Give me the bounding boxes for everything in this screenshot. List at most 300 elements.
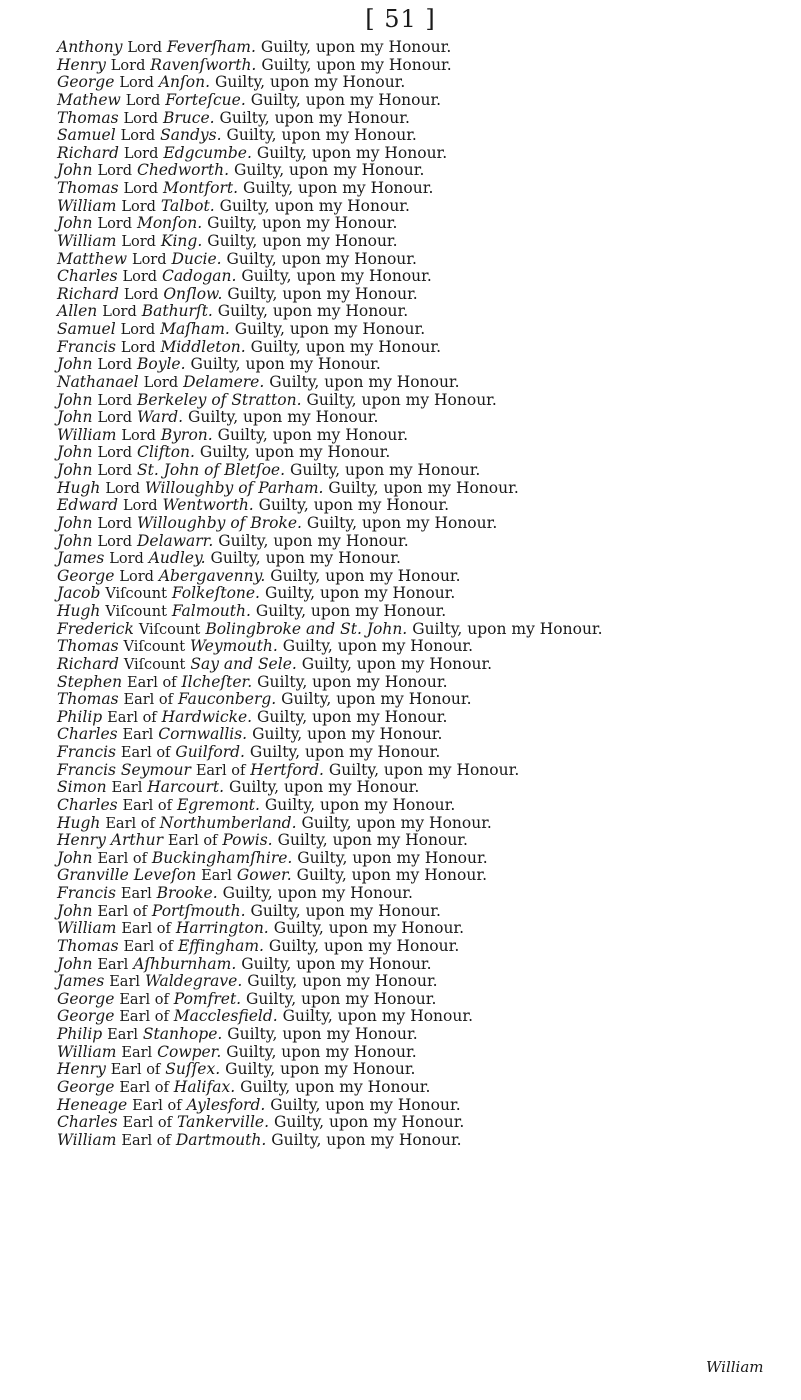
peer-name: William [57, 231, 117, 250]
peer-rank: Lord [123, 145, 159, 162]
peer-verdict: Guilty, upon my Honour. [234, 161, 425, 180]
verdict-entry [57, 392, 777, 410]
verdict-entry [57, 920, 777, 938]
peer-rank: Lord [121, 427, 156, 444]
peer-verdict: Guilty, upon my Honour. [270, 566, 461, 585]
peer-name: John [57, 161, 93, 180]
peer-name: John [57, 901, 93, 920]
peer-rank: Lord [97, 163, 133, 180]
peer-title: Guilford. [175, 743, 245, 761]
verdict-entry [57, 973, 777, 991]
peer-title: Portſmouth. [151, 901, 246, 920]
peer-title: Ilcheſter. [181, 672, 253, 691]
peer-title: Aſhburnham. [133, 954, 237, 973]
peer-title: Willoughby of Broke. [136, 513, 302, 532]
peer-name: Anthony [57, 38, 123, 56]
peer-verdict: Guilty, upon my Honour. [241, 267, 432, 286]
peer-name: Hugh [57, 813, 101, 832]
verdict-entry [57, 215, 777, 233]
peer-name: James [57, 549, 105, 568]
peer-rank: Lord [121, 198, 156, 215]
peer-name: John [57, 513, 93, 532]
peer-name: Francis [57, 884, 116, 902]
verdict-entry [57, 233, 777, 251]
peer-name: Matthew [57, 249, 127, 268]
peer-verdict: Guilty, upon my Honour. [289, 461, 481, 479]
peer-rank: Lord [97, 533, 133, 550]
peer-verdict: Guilty, upon my Honour. [277, 831, 468, 850]
peer-name: Frederick [57, 619, 134, 638]
peer-verdict: Guilty, upon my Honour. [256, 143, 448, 162]
peer-verdict: Guilty, upon my Honour. [282, 637, 474, 656]
peer-rank: Lord [121, 233, 156, 250]
peer-rank: Lord [97, 410, 133, 427]
verdict-entry [57, 180, 777, 198]
peer-title: Monſon. [136, 214, 203, 233]
verdict-entry [57, 339, 777, 357]
peer-rank: Lord [97, 445, 133, 462]
peer-verdict: Guilty, upon my Honour. [210, 549, 401, 568]
peer-rank: Earl [201, 868, 232, 885]
peer-title: Northumberland. [159, 813, 297, 832]
peer-verdict: Guilty, upon my Honour. [199, 443, 391, 462]
verdict-entry [57, 74, 777, 92]
peer-name: William [57, 1042, 117, 1061]
peer-verdict: Guilty, upon my Honour. [207, 214, 398, 233]
verdict-entry [57, 903, 777, 921]
peer-name: Richard [57, 143, 119, 162]
verdict-entry [57, 462, 777, 480]
peer-rank: Lord [97, 463, 133, 479]
peer-name: Richard [57, 284, 119, 303]
verdict-entry [57, 127, 777, 145]
peer-title: Chedworth. [136, 161, 230, 180]
peer-title: Bruce. [163, 108, 215, 127]
peer-rank: Lord [123, 498, 158, 515]
peer-verdict: Guilty, upon my Honour. [219, 108, 410, 127]
peer-verdict: Guilty, upon my Honour. [268, 936, 460, 955]
peer-rank: Lord [143, 374, 179, 391]
peer-rank: Viſcount [123, 656, 186, 673]
peer-verdict: Guilty, upon my Honour. [250, 90, 442, 109]
verdict-entry [57, 303, 777, 321]
verdict-entry [57, 374, 777, 392]
peer-rank: Earl of [123, 692, 173, 709]
peer-verdict: Guilty, upon my Honour. [306, 513, 498, 532]
verdict-entry [57, 444, 777, 462]
peer-title: Harrington. [175, 919, 269, 938]
peer-title: Brooke. [156, 884, 218, 902]
verdict-entry [57, 568, 777, 586]
peer-name: Samuel [57, 320, 116, 338]
peer-name: William [57, 1130, 117, 1149]
peer-rank: Earl of [121, 1132, 171, 1149]
peer-name: William [57, 919, 117, 938]
peer-title: Middleton. [160, 337, 246, 356]
peer-name: William [57, 196, 117, 215]
peer-name: Henry [57, 55, 106, 74]
peer-title: Effingham. [177, 936, 264, 955]
peer-rank: Earl [121, 1044, 153, 1061]
peer-verdict: Guilty, upon my Honour. [222, 884, 413, 902]
peer-rank: Earl [122, 727, 154, 744]
peer-rank: Lord [97, 357, 133, 374]
peer-verdict: Guilty, upon my Honour. [282, 1007, 473, 1026]
peer-verdict: Guilty, upon my Honour. [301, 654, 493, 673]
peer-name: John [57, 355, 93, 374]
peer-title: Macclesfield. [173, 1007, 278, 1026]
peer-rank: Lord [131, 251, 167, 268]
peer-rank: Earl of [119, 991, 169, 1008]
peer-rank: Earl of [97, 903, 147, 920]
peer-verdict: Guilty, upon my Honour. [252, 725, 443, 744]
peer-title: Onſlow. [163, 284, 223, 303]
verdict-entry [57, 691, 777, 709]
peer-name: Heneage [57, 1095, 128, 1114]
peer-verdict: Guilty, upon my Honour. [328, 760, 520, 779]
peer-title: Ducie. [171, 249, 222, 268]
peer-name: Philip [57, 707, 103, 726]
peer-name: Charles [57, 1113, 118, 1132]
peer-title: Hertford. [250, 760, 324, 779]
peer-title: Weymouth. [190, 637, 278, 656]
peer-name: Henry Arthur [57, 831, 163, 850]
peer-rank: Lord [125, 92, 161, 109]
peer-name: Hugh [57, 478, 101, 497]
peer-name: John [57, 390, 93, 409]
peer-rank: Lord [110, 57, 146, 74]
peer-title: Willoughby of Parham. [144, 478, 324, 497]
peer-title: Maſham. [160, 320, 230, 338]
peer-title: Hardwicke. [161, 707, 253, 726]
peer-title: Stanhope. [142, 1025, 223, 1043]
peer-rank: Lord [105, 480, 140, 497]
peer-verdict: Guilty, upon my Honour. [281, 690, 472, 709]
verdict-entry [57, 1061, 777, 1079]
peer-title: Abergavenny. [158, 566, 266, 585]
peer-rank: Earl of [120, 745, 171, 761]
peer-title: Waldegrave. [144, 972, 243, 991]
verdict-entry [57, 1044, 777, 1062]
peer-verdict: Guilty, upon my Honour. [296, 866, 487, 885]
peer-verdict: Guilty, upon my Honour. [306, 390, 497, 409]
verdict-entry [57, 956, 777, 974]
peer-verdict: Guilty, upon my Honour. [255, 602, 447, 620]
peer-title: St. John of Bletſoe. [136, 461, 286, 479]
peer-title: Harcourt. [147, 778, 225, 797]
peer-verdict: Guilty, upon my Honour. [264, 584, 456, 603]
peer-title: Folkeſtone. [171, 584, 260, 603]
peer-name: Edward [57, 496, 119, 515]
peer-title: Talbot. [160, 196, 215, 215]
peer-title: Berkeley of Stratton. [136, 390, 302, 409]
peer-name: James [57, 972, 105, 991]
peer-name: Thomas [57, 637, 119, 656]
verdict-entry [57, 145, 777, 163]
verdict-entry [57, 1097, 777, 1115]
peer-name: Stephen [57, 672, 123, 691]
peer-rank: Earl of [123, 938, 173, 955]
peer-title: Tankerville. [176, 1113, 270, 1132]
peer-title: Forteſcue. [165, 90, 246, 109]
peer-rank: Lord [123, 110, 159, 127]
peer-title: Halifax. [173, 1077, 236, 1096]
peer-verdict: Guilty, upon my Honour. [217, 302, 409, 321]
verdict-entry [57, 885, 777, 903]
peer-verdict: Guilty, upon my Honour. [301, 813, 492, 832]
peer-name: Allen [57, 302, 98, 321]
peer-verdict: Guilty, upon my Honour. [226, 1042, 417, 1061]
peer-verdict: Guilty, upon my Honour. [227, 284, 418, 303]
peer-name: John [57, 408, 93, 427]
peer-name: Granville Leveſon [57, 866, 197, 885]
peer-title: Anſon. [158, 73, 211, 92]
peer-rank: Viſcount [138, 621, 201, 638]
peer-rank: Earl [107, 1027, 138, 1043]
verdict-entry [57, 356, 777, 374]
peer-rank: Earl of [127, 674, 177, 691]
peer-title: Aylesford. [186, 1095, 266, 1114]
verdict-entry [57, 709, 777, 727]
verdict-entry [57, 110, 777, 128]
peer-title: Pomfret. [173, 989, 242, 1008]
verdict-entry [57, 497, 777, 515]
peer-title: Delawarr. [136, 531, 214, 550]
peer-verdict: Guilty, upon my Honour. [226, 249, 417, 268]
verdict-entry [57, 1079, 777, 1097]
verdict-entry [57, 1008, 777, 1026]
peer-verdict: Guilty, upon my Honour. [328, 478, 519, 497]
peer-name: John [57, 443, 93, 462]
peer-name: Charles [57, 795, 118, 814]
peer-rank: Earl of [110, 1062, 161, 1079]
verdict-entry [57, 162, 777, 180]
peer-rank: Lord [127, 40, 162, 56]
verdict-entry [57, 92, 777, 110]
verdict-entry [57, 815, 777, 833]
peer-verdict: Guilty, upon my Honour. [228, 778, 420, 797]
peer-name: John [57, 954, 93, 973]
peer-rank: Earl of [97, 850, 147, 867]
verdict-entry [57, 797, 777, 815]
verdict-entry [57, 762, 777, 780]
peer-verdict: Guilty, upon my Honour. [218, 531, 409, 550]
peer-title: Delamere. [183, 372, 265, 391]
peer-name: Samuel [57, 126, 116, 145]
peer-rank: Earl of [119, 1009, 169, 1026]
peer-verdict: Guilty, upon my Honour. [190, 355, 381, 374]
peer-title: Feverſham. [166, 38, 256, 56]
peer-rank: Lord [120, 339, 156, 356]
peer-rank: Lord [102, 304, 137, 321]
peer-name: Thomas [57, 108, 119, 127]
peer-title: Byron. [160, 425, 213, 444]
peer-verdict: Guilty, upon my Honour. [241, 954, 432, 973]
peer-rank: Lord [120, 322, 156, 338]
verdict-entry [57, 1132, 777, 1150]
peer-name: John [57, 531, 93, 550]
peer-verdict: Guilty, upon my Honour. [247, 972, 438, 991]
peer-rank: Viſcount [123, 639, 186, 656]
verdict-entry [57, 779, 777, 797]
peer-rank: Earl [109, 974, 141, 991]
peer-rank: Earl of [119, 1079, 169, 1096]
peer-name: William [57, 425, 117, 444]
peer-name: Jacob [57, 584, 101, 603]
peer-name: Nathanael [57, 372, 139, 391]
peer-verdict: Guilty, upon my Honour. [227, 1025, 418, 1043]
verdict-entry [57, 480, 777, 498]
verdict-entry [57, 39, 777, 57]
peer-verdict: Guilty, upon my Honour. [250, 337, 442, 356]
peer-name: Thomas [57, 179, 119, 197]
peer-rank: Earl of [122, 797, 173, 814]
verdict-entry [57, 268, 777, 286]
verdict-entry [57, 251, 777, 269]
verdict-entry [57, 57, 777, 75]
peer-title: Cowper. [157, 1042, 222, 1061]
peer-rank: Earl of [122, 1115, 173, 1132]
verdict-entry [57, 744, 777, 762]
peer-verdict: Guilty, upon my Honour. [207, 231, 398, 250]
verdict-entry [57, 409, 777, 427]
peer-name: Thomas [57, 936, 119, 955]
peer-verdict: Guilty, upon my Honour. [261, 55, 452, 74]
peer-verdict: Guilty, upon my Honour. [412, 619, 603, 638]
peer-name: Henry [57, 1060, 106, 1079]
peer-verdict: Guilty, upon my Honour. [246, 989, 437, 1008]
peer-name: Charles [57, 267, 118, 286]
peer-verdict: Guilty, upon my Honour. [264, 795, 456, 814]
peer-rank: Lord [123, 181, 159, 197]
peer-name: Richard [57, 654, 119, 673]
peer-verdict: Guilty, upon my Honour. [217, 425, 409, 444]
peer-name: George [57, 1077, 115, 1096]
peer-name: John [57, 848, 93, 867]
verdict-entry [57, 1026, 777, 1044]
peer-verdict: Guilty, upon my Honour. [257, 707, 448, 726]
peer-rank: Earl of [107, 709, 157, 726]
peer-title: Wentworth. [162, 496, 254, 515]
peer-name: Mathew [57, 90, 121, 109]
peer-rank: Lord [97, 515, 133, 532]
peer-verdict: Guilty, upon my Honour. [234, 320, 426, 338]
peer-title: Cornwallis. [158, 725, 248, 744]
peer-name: Francis Seymour [57, 760, 191, 779]
peer-rank: Earl [111, 780, 143, 797]
peer-title: Montfort. [163, 179, 239, 197]
peer-rank: Earl [120, 886, 152, 902]
peer-title: Boyle. [136, 355, 186, 374]
peer-rank: Lord [97, 392, 133, 409]
peer-name: George [57, 989, 115, 1008]
verdict-entry [57, 656, 777, 674]
peer-verdict: Guilty, upon my Honour. [225, 1060, 416, 1079]
peer-rank: Viſcount [105, 586, 167, 603]
peer-title: Edgcumbe. [163, 143, 252, 162]
peer-rank: Lord [123, 286, 159, 303]
verdict-entry [57, 867, 777, 885]
peer-rank: Lord [119, 568, 154, 585]
peer-title: Fauconberg. [177, 690, 277, 709]
peer-verdict: Guilty, upon my Honour. [271, 1130, 462, 1149]
peer-name: George [57, 73, 115, 92]
peer-title: King. [160, 231, 203, 250]
peer-title: Cadogan. [162, 267, 237, 286]
peer-verdict: Guilty, upon my Honour. [270, 1095, 461, 1114]
peer-title: Buckinghamſhire. [151, 848, 293, 867]
peer-verdict: Guilty, upon my Honour. [269, 372, 460, 391]
peer-title: Sandys. [160, 126, 222, 145]
peer-name: John [57, 461, 93, 479]
verdict-entry [57, 832, 777, 850]
peer-verdict: Guilty, upon my Honour. [297, 848, 488, 867]
peer-title: Bathurſt. [141, 302, 213, 321]
peer-rank: Lord [97, 216, 133, 233]
peer-name: Philip [57, 1025, 103, 1043]
peer-name: Thomas [57, 690, 119, 709]
peer-rank: Lord [119, 75, 154, 92]
verdict-list [57, 39, 777, 1149]
peer-rank: Earl [97, 956, 129, 973]
peer-rank: Lord [120, 128, 156, 145]
peer-title: Audley. [148, 549, 206, 568]
peer-title: Ward. [136, 408, 184, 427]
peer-name: Charles [57, 725, 118, 744]
peer-title: Clifton. [136, 443, 195, 462]
peer-rank: Earl of [105, 815, 155, 832]
peer-rank: Earl of [121, 921, 171, 938]
verdict-entry [57, 1114, 777, 1132]
verdict-entry [57, 585, 777, 603]
verdict-entry [57, 638, 777, 656]
peer-title: Say and Sele. [190, 654, 297, 673]
verdict-entry [57, 938, 777, 956]
peer-verdict: Guilty, upon my Honour. [188, 408, 379, 427]
peer-verdict: Guilty, upon my Honour. [273, 919, 465, 938]
peer-verdict: Guilty, upon my Honour. [214, 73, 406, 92]
peer-title: Dartmouth. [175, 1130, 267, 1149]
peer-verdict: Guilty, upon my Honour. [243, 179, 434, 197]
verdict-entry [57, 674, 777, 692]
verdict-entry [57, 198, 777, 216]
peer-verdict: Guilty, upon my Honour. [273, 1113, 465, 1132]
peer-verdict: Guilty, upon my Honour. [258, 496, 450, 515]
peer-verdict: Guilty, upon my Honour. [249, 743, 441, 761]
peer-rank: Earl of [195, 762, 246, 779]
peer-verdict: Guilty, upon my Honour. [240, 1077, 431, 1096]
peer-name: Francis [57, 337, 116, 356]
peer-title: Gower. [236, 866, 292, 885]
verdict-entry [57, 427, 777, 445]
peer-rank: Lord [109, 551, 144, 568]
page-number: [ 51 ] [365, 5, 436, 33]
peer-name: George [57, 1007, 115, 1026]
peer-verdict: Guilty, upon my Honour. [226, 126, 417, 145]
peer-rank: Earl of [167, 833, 218, 850]
peer-verdict: Guilty, upon my Honour. [257, 672, 448, 691]
peer-name: Simon [57, 778, 107, 797]
peer-rank: Lord [122, 269, 158, 286]
peer-title: Bolingbroke and St. John. [205, 619, 408, 638]
verdict-entry [57, 533, 777, 551]
verdict-entry [57, 321, 777, 339]
verdict-entry [57, 850, 777, 868]
verdict-entry [57, 726, 777, 744]
peer-name: George [57, 566, 115, 585]
verdict-entry [57, 286, 777, 304]
verdict-entry [57, 550, 777, 568]
